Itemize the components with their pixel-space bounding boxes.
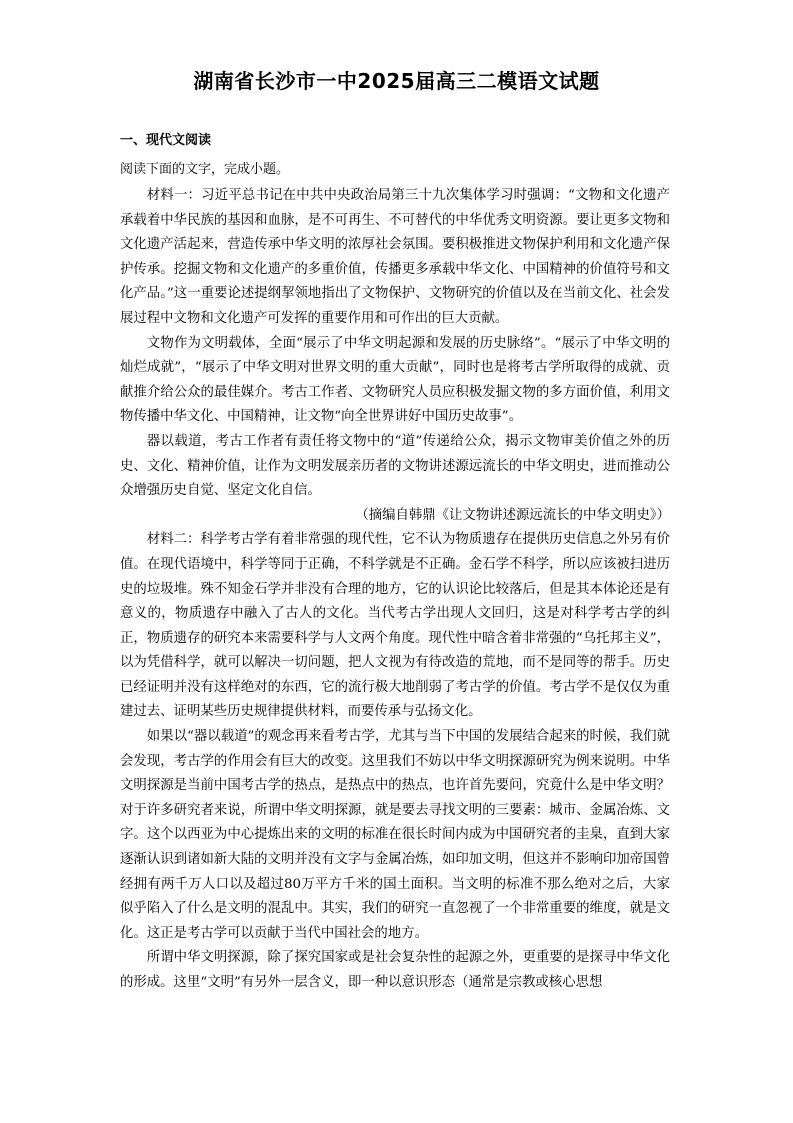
section-heading: 一、现代文阅读 — [120, 133, 212, 148]
paragraph: 文物作为文明载体，全面“展示了中华文明起源和发展的历史脉络”。“展示了中华文明的灿烂成就”，“展示了中华文明对世界文明的重大贡献”，同时也是将考古学所取得的成就、贡献推介给公众的最佳媒介。考古工作者、文物研究人员应积极发掘文物的多方面价值，利用文物传播中华文化、中国精神，让文物“向全世界讲好中国历史故事”。 — [120, 335, 670, 425]
paragraph: 器以载道，考古工作者有责任将文物中的“道”传递给公众，揭示文物审美价值之外的历史、文化、精神价值，让作为文明发展亲历者的文物讲述源远流长的中华文明史，进而推动公众增强历史自觉、坚定文化自信。 — [120, 433, 670, 499]
source-citation: （摘编自韩鼎《让文物讲述源远流长的中华文明史》） — [355, 507, 670, 523]
paragraph-material-one: 材料一：习近平总书记在中共中央政治局第三十九次集体学习时强调：“文物和文化遗产承载着中华民族的基因和血脉，是不可再生、不可替代的中华优秀文明资源。要让更多文物和文化遗产活起来，营造传承中华文明的浓厚社会氛围。要积极推进文物保护利用和文化遗产保护传承。挖掘文物和文化遗产的多重价值，传播更多承载中华文化、中国精神的价值符号和文化产品。”这一重要论述提纲挈领地指出了文物保护、文物研究的价值以及在当前文化、社会发展过程中文物和文化遗产可发挥的重要作用和可作出的巨大贡献。 — [120, 188, 670, 326]
paragraph-material-two: 材料二：科学考古学有着非常强的现代性，它不认为物质遗存在提供历史信息之外另有价值。在现代语境中，科学等同于正确，不科学就是不正确。金石学不科学，所以应该被扫进历史的垃圾堆。殊不知金石学并非没有合理的地方，它的认识论比较落后，但是其本体论还是有意义的，物质遗存中融入了古人的文化。当代考古学出现人文回归，这是对科学考古学的纠正，物质遗存的研究本来需要科学与人文两个角度。现代性中暗含着非常强的“乌托邦主义”，以为凭借科学，就可以解决一切问题，把人文视为有待改造的荒地，而不是同等的帮手。历史已经证明并没有这样绝对的东西，它的流行极大地削弱了考古学的价值。考古学不是仅仅为重建过去、证明某些历史规律提供材料，而要传承与弘扬文化。 — [120, 532, 670, 720]
paragraph: 所谓中华文明探源，除了探究国家或是社会复杂性的起源之外，更重要的是探寻中华文化的形成。这里“文明”有另外一层含义，即一种以意识形态（通常是宗教或核心思想 — [120, 950, 670, 990]
page-title: 湖南省长沙市一中2025届高三二模语文试题 — [193, 69, 600, 93]
paragraph: 如果以“器以载道”的观念再来看考古学，尤其与当下中国的发展结合起来的时候，我们就会发现，考古学的作用会有巨大的改变。这里我们不妨以中华文明探源研究为例来说明。中华文明探源是当前中国考古学的热点，是热点中的热点，也许首先要问，究竟什么是中华文明？对于许多研究者来说，所谓中华文明探源，就是要去寻找文明的三要素：城市、金属冶炼、文字。这个以西亚为中心提炼出来的文明的标准在很长时间内成为中国研究者的圭臬，直到大家逐渐认识到诸如新大陆的文明并没有文字与金属冶炼，如印加文明，但这并不影响印加帝国曾经拥有两千万人口以及超过80万平方千米的国土面积。当文明的标准不那么绝对之后，大家似乎陷入了什么是文明的混乱中。其实，我们的研究一直忽视了一个非常重要的维度，就是文化。这正是考古学可以贡献于当代中国社会的地方。 — [120, 729, 670, 941]
reading-instruction: 阅读下面的文字，完成小题。 — [120, 162, 290, 177]
passage-body — [120, 184, 670, 996]
